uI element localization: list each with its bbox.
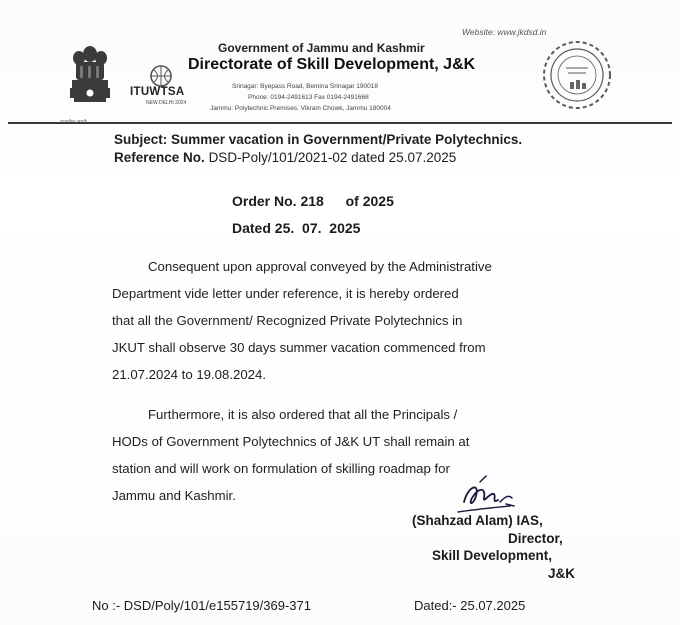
subject-text: Summer vacation in Government/Private Polytechnics. bbox=[171, 132, 523, 147]
national-emblem-icon bbox=[66, 40, 114, 116]
paragraph-line: HODs of Government Polytechnics of J&K UT shall remain at bbox=[112, 434, 470, 449]
document-number: No :- DSD/Poly/101/e155719/369-371 bbox=[92, 598, 311, 613]
signatory-title: Director, bbox=[508, 531, 563, 546]
order-label: Order No. 218 bbox=[232, 193, 324, 209]
dated-label: Dated bbox=[232, 220, 271, 236]
signatory-name: (Shahzad Alam) IAS, bbox=[412, 513, 543, 528]
paragraph-2 bbox=[112, 401, 469, 509]
reference-label: Reference No. bbox=[114, 150, 205, 165]
subject-label: Subject: bbox=[114, 132, 168, 147]
ituwtsa-subtitle: NEW DELHI 2024 bbox=[146, 100, 187, 106]
header-divider bbox=[8, 122, 672, 124]
paragraph-1 bbox=[112, 253, 492, 388]
reference-text: DSD-Poly/101/2021-02 dated 25.07.2025 bbox=[208, 150, 457, 165]
directorate-seal-icon bbox=[540, 38, 614, 112]
order-number bbox=[232, 193, 394, 209]
government-title: Government of Jammu and Kashmir bbox=[218, 41, 425, 55]
ituwtsa-name: ITUWTSA bbox=[130, 86, 185, 98]
signatory-region: J&K bbox=[548, 566, 576, 581]
website-label: Website: www.jkdsd.in bbox=[462, 27, 547, 37]
subject-line bbox=[114, 132, 522, 147]
phone-fax: Phone: 0194-2491613 Fax 0194-2491668 bbox=[248, 94, 369, 101]
signatory-department: Skill Development, bbox=[432, 548, 553, 563]
paragraph-line: Department vide letter under reference, it is hereby ordered bbox=[112, 286, 459, 301]
order-year: of 2025 bbox=[345, 193, 394, 209]
order-date bbox=[232, 220, 360, 236]
paragraph-line: 21.07.2024 to 19.08.2024. bbox=[112, 367, 266, 382]
reference-line bbox=[114, 150, 456, 165]
dated-value: 25. 07. 2025 bbox=[274, 220, 361, 236]
paragraph-line: Jammu and Kashmir. bbox=[112, 488, 236, 503]
address-jammu: Jammu: Polytechnic Premises, Vikram Chowk, Jammu 180004 bbox=[210, 105, 391, 112]
paragraph-line: station and will work on formulation of skilling roadmap for bbox=[112, 461, 450, 476]
directorate-title: Directorate of Skill Development, J&K bbox=[188, 56, 476, 73]
document-date: Dated:- 25.07.2025 bbox=[414, 598, 526, 613]
paragraph-line: that all the Government/ Recognized Private Polytechnics in bbox=[112, 313, 463, 328]
paragraph-line: JKUT shall observe 30 days summer vacation commenced from bbox=[112, 340, 486, 355]
address-srinagar: Srinagar: Byepass Road, Bemina Srinagar 190018 bbox=[232, 83, 378, 90]
paragraph-line: Furthermore, it is also ordered that all the Principals / bbox=[148, 407, 458, 422]
paragraph-line: Consequent upon approval conveyed by the Administrative bbox=[148, 259, 492, 274]
